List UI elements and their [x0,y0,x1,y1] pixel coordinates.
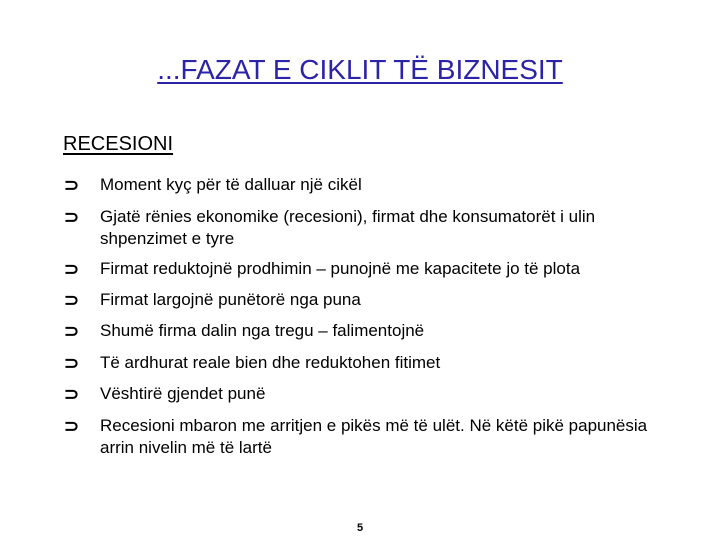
curved-arrow-bullet-icon: ⊃ [64,321,80,341]
bullet-item [64,415,684,459]
bullet-text: Të ardhurat reale bien dhe reduktohen fitimet [100,353,441,372]
bullet-item [64,174,684,196]
bullet-item [64,206,684,250]
bullet-text: Firmat largojnë punëtorë nga puna [100,290,361,309]
bullet-item [64,289,684,311]
section-heading: RECESIONI [63,133,174,155]
curved-arrow-bullet-icon: ⊃ [64,416,80,436]
bullet-text: Recesioni mbaron me arritjen e pikës më të ulët. Në këtë pikë papunësia arrin nivelin më të lartë [100,416,648,457]
curved-arrow-bullet-icon: ⊃ [64,259,80,279]
bullet-text: Moment kyç për të dalluar një cikël [100,175,362,194]
bullet-text: Vështirë gjendet punë [100,384,266,403]
bullet-item [64,352,684,374]
page-number: 5 [356,522,364,534]
curved-arrow-bullet-icon: ⊃ [64,207,80,227]
slide-title: ...FAZAT E CIKLIT TË BIZNESIT [157,54,563,85]
bullet-item [64,320,684,342]
bullet-text: Gjatë rënies ekonomike (recesioni), firmat dhe konsumatorët i ulin shpenzimet e tyre [100,207,596,248]
curved-arrow-bullet-icon: ⊃ [64,290,80,310]
curved-arrow-bullet-icon: ⊃ [64,175,80,195]
bullet-item [64,258,684,280]
curved-arrow-bullet-icon: ⊃ [64,384,80,404]
curved-arrow-bullet-icon: ⊃ [64,353,80,373]
bullet-text: Shumë firma dalin nga tregu – falimentojnë [100,321,425,340]
bullet-text: Firmat reduktojnë prodhimin – punojnë me kapacitete jo të plota [100,259,581,278]
bullet-item [64,383,684,405]
